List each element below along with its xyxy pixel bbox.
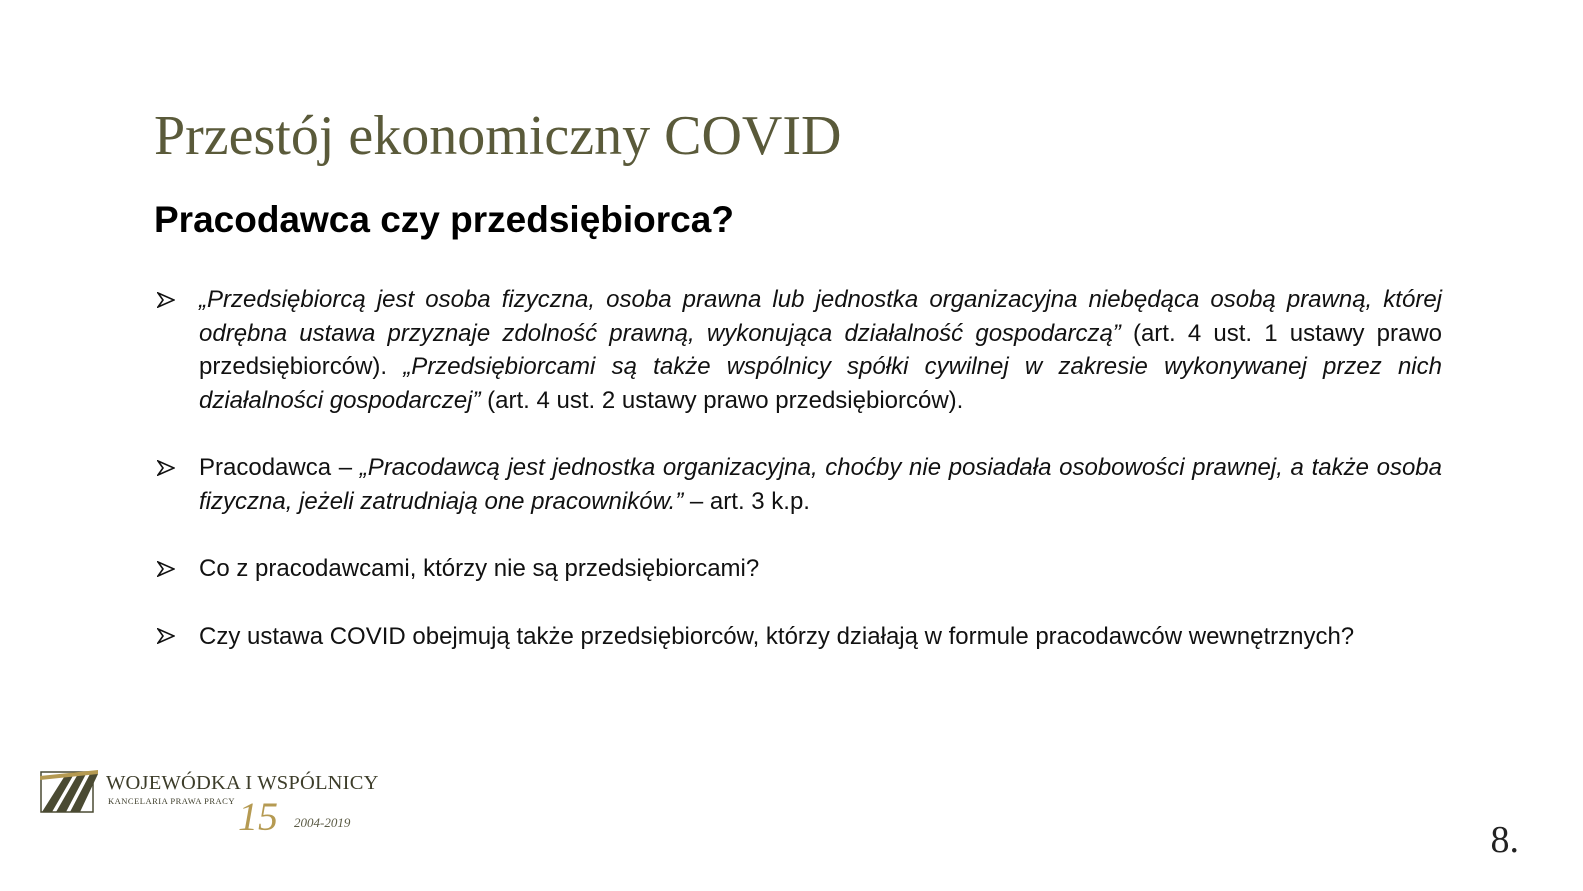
bullet-list [154, 283, 1442, 653]
bullet-text [199, 286, 1442, 414]
arrow-bullet-icon [154, 620, 178, 653]
bullet-text [199, 454, 1442, 515]
bullet-text-segment: Czy ustawa COVID obejmują także przedsiębiorców, którzy działają w formule pracodawców wewnętrznych? [199, 622, 1355, 650]
bullet-item [154, 451, 1442, 518]
bullet-text-segment: Co z pracodawcami, którzy nie są przedsiębiorcami? [199, 555, 760, 582]
bullet-text-segment: „Przedsiębiorcą jest osoba fizyczna, osoba prawna lub jednostka organizacyjna niebędąca osobą prawną, której odrębna ustawa przyznaje zdolność prawną, wykonująca działalność gospodarczą” [199, 286, 1442, 347]
logo-anniversary-number: 15 [238, 794, 278, 839]
bullet-text [199, 555, 759, 582]
bullet-item [154, 283, 1442, 417]
logo-anniversary [238, 794, 366, 840]
logo-anniversary-years: 2004-2019 [294, 815, 351, 830]
bullet-text-segment: (art. 4 ust. 1 ustawy prawo przedsiębiorców). [199, 319, 1442, 380]
bullet-text-segment: „Pracodawcą jest jednostka organizacyjna, choćby nie posiadała osobowości prawnej, a także osoba fizyczna, jeżeli zatrudniają one pracowników.” [199, 454, 1442, 515]
company-logo [40, 766, 379, 840]
logo-company-name: WOJEWÓDKA I WSPÓLNICY [106, 772, 379, 794]
bullet-text-segment: (art. 4 ust. 2 ustawy prawo przedsiębiorców). [480, 386, 964, 414]
logo-tagline: KANCELARIA PRAWA PRACY [108, 796, 235, 806]
slide-title: Przestój ekonomiczny COVID [154, 105, 842, 167]
page-number: 8. [1490, 819, 1519, 861]
bullet-text-segment: „Przedsiębiorcami są także wspólnicy spółki cywilnej w zakresie wykonywanej przez nich działalności gospodarczej” [199, 353, 1442, 414]
bullet-text-segment: Pracodawca – [199, 454, 360, 481]
arrow-bullet-icon [154, 451, 178, 484]
bullet-text [199, 623, 1354, 650]
logo-mark-icon [40, 768, 100, 814]
bullet-item [154, 552, 1442, 586]
arrow-bullet-icon [154, 283, 178, 316]
bullet-text-segment: – art. 3 k.p. [683, 487, 810, 515]
arrow-bullet-icon [154, 552, 178, 585]
slide-subtitle: Pracodawca czy przedsiębiorca? [154, 199, 734, 240]
bullet-item [154, 620, 1442, 654]
